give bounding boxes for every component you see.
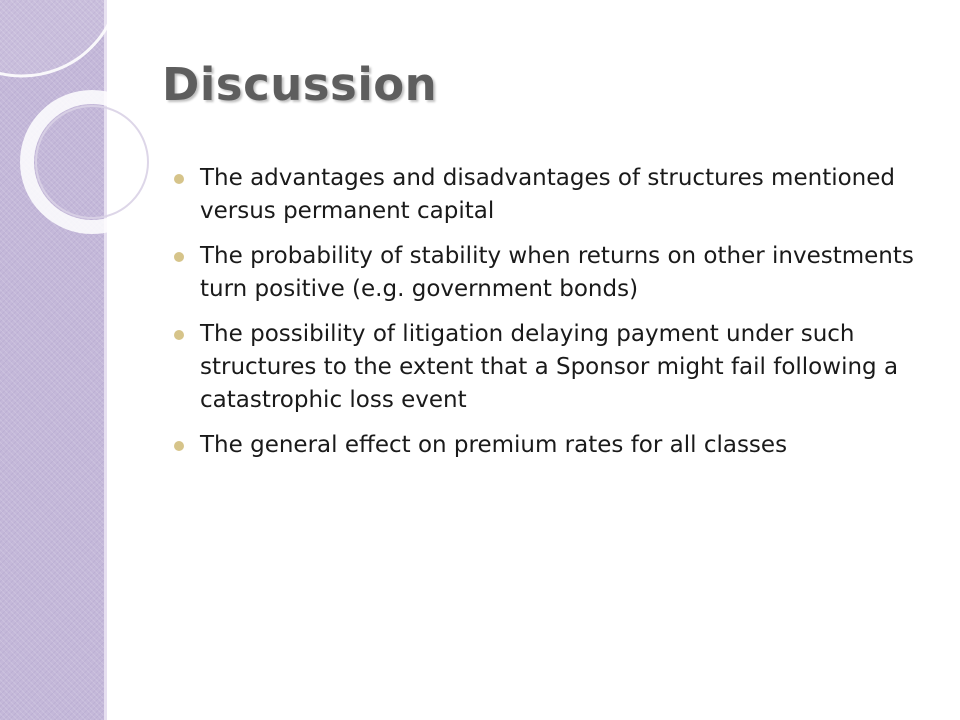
bullet-dot-icon [174, 252, 184, 262]
bullet-text: The general effect on premium rates for all classes [200, 432, 788, 458]
slide-title: Discussion [162, 58, 438, 111]
bullet-dot-icon [174, 330, 184, 340]
bullet-item [174, 429, 914, 462]
sidebar-edge [104, 0, 107, 720]
bullet-item [174, 162, 914, 228]
decorative-sidebar [0, 0, 106, 720]
bullet-item [174, 240, 914, 306]
bullet-item [174, 318, 914, 417]
bullet-list [174, 162, 914, 474]
bullet-text: The probability of stability when returns on other investments turn positive (e.g. government bonds) [200, 243, 914, 302]
bullet-text: The possibility of litigation delaying payment under such structures to the extent that a Sponsor might fail following a catastrophic loss event [200, 321, 899, 413]
bullet-dot-icon [174, 174, 184, 184]
bullet-text: The advantages and disadvantages of structures mentioned versus permanent capital [200, 165, 895, 224]
bullet-dot-icon [174, 441, 184, 451]
